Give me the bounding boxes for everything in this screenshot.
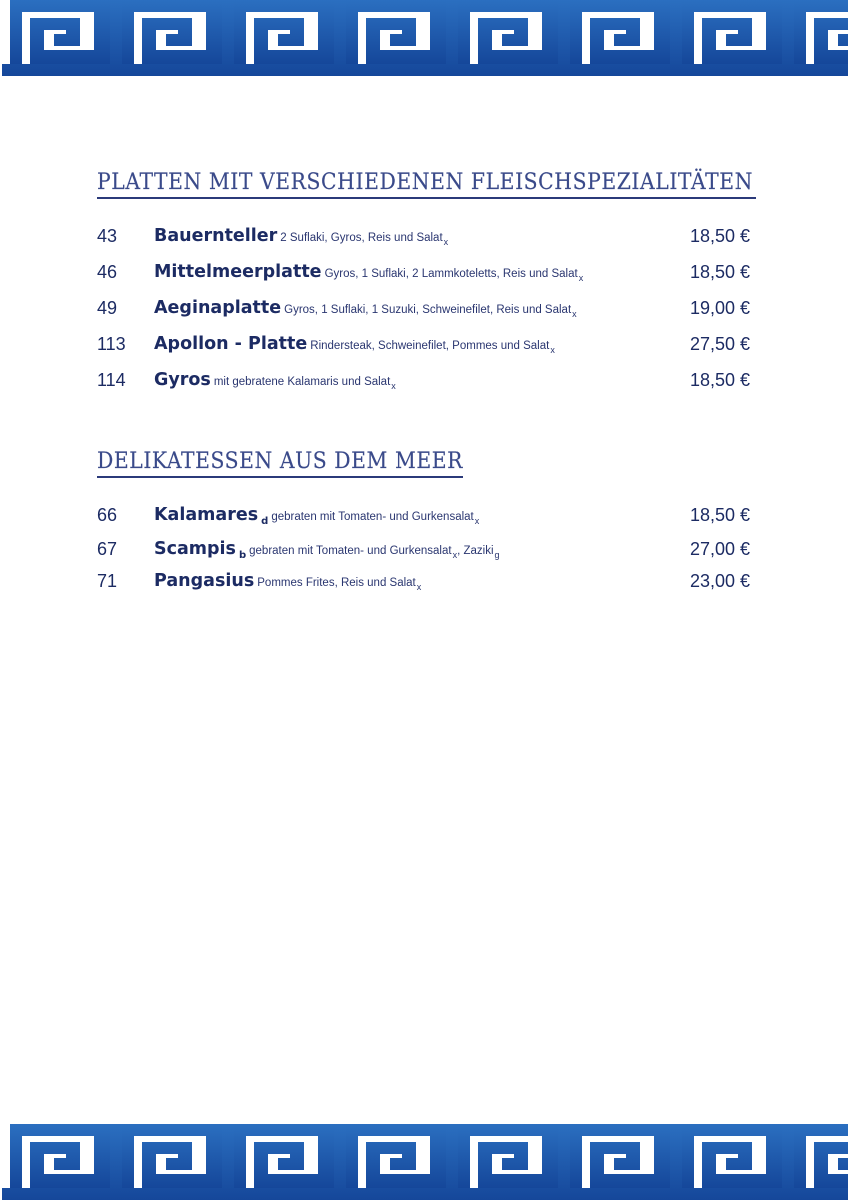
menu-item	[0, 500, 848, 530]
item-name-line	[154, 221, 448, 257]
section-title-seafood	[97, 449, 463, 478]
item-number: 114	[97, 370, 126, 390]
dish-name: Gyros	[154, 370, 211, 390]
item-price: 27,50 €	[689, 334, 750, 354]
dish-description	[257, 577, 422, 592]
item-name-line	[154, 365, 396, 401]
dish-name: Bauernteller	[154, 226, 278, 246]
menu-item	[0, 257, 848, 287]
item-price: 18,50 €	[689, 226, 750, 246]
item-price: 23,00 €	[689, 571, 750, 591]
greek-key-pattern-bottom	[0, 1124, 848, 1200]
allergen-subscript: x	[474, 516, 480, 526]
dish-name: Pangasius	[154, 571, 255, 591]
item-name-line	[154, 293, 577, 329]
dish-description	[213, 376, 396, 391]
dish-name: Kalamares	[154, 505, 259, 525]
menu-item	[0, 221, 848, 251]
dish-name: Apollon - Platte	[154, 334, 308, 354]
extra-subscript: g	[494, 550, 500, 560]
greek-key-border-bottom	[0, 1124, 848, 1200]
item-price: 27,00 €	[689, 539, 750, 559]
allergen-subscript: x	[578, 273, 584, 283]
menu-item	[0, 329, 848, 359]
description-text: Gyros, 1 Suflaki, 2 Lammkoteletts, Reis und Salat	[324, 268, 578, 280]
item-number: 67	[97, 539, 118, 559]
menu-item	[0, 293, 848, 323]
allergen-code: d	[261, 516, 269, 527]
allergen-subscript: x	[572, 309, 577, 319]
dish-description	[249, 545, 500, 560]
greek-key-border-top	[0, 0, 848, 76]
menu-item	[0, 365, 848, 395]
item-number: 113	[97, 334, 126, 354]
item-name-line	[154, 257, 583, 293]
description-text: Gyros, 1 Suflaki, 1 Suzuki, Schweinefilet, Reis und Salat	[284, 304, 572, 316]
allergen-subscript: x	[452, 550, 458, 560]
dish-description	[271, 511, 480, 526]
item-name-line	[154, 500, 479, 537]
dish-name: Mittelmeerplatte	[154, 262, 322, 282]
menu-item	[0, 566, 848, 596]
description-text: Pommes Frites, Reis und Salat	[257, 577, 416, 589]
item-name-line	[154, 566, 421, 602]
allergen-subscript: x	[550, 345, 555, 355]
dish-description	[284, 304, 577, 319]
item-price: 18,50 €	[689, 262, 750, 282]
description-text: 2 Suflaki, Gyros, Reis und Salat	[280, 232, 443, 244]
description-text: gebraten mit Tomaten- und Gurkensalat	[271, 511, 474, 523]
description-text: gebraten mit Tomaten- und Gurkensalat	[249, 545, 452, 557]
item-number: 49	[97, 298, 118, 318]
dish-name: Scampis	[154, 539, 236, 559]
item-number: 66	[97, 505, 118, 525]
allergen-code: b	[238, 550, 247, 561]
section-title-text: PLATTEN MIT VERSCHIEDENEN FLEISCHSPEZIALITÄTEN	[97, 170, 753, 195]
dish-description	[324, 268, 584, 283]
item-price: 18,50 €	[689, 370, 750, 390]
dish-name: Aeginaplatte	[154, 298, 282, 318]
dish-description	[310, 340, 555, 355]
item-number: 46	[97, 262, 118, 282]
description-text: Rindersteak, Schweinefilet, Pommes und Salat	[310, 340, 550, 352]
allergen-subscript: x	[443, 237, 449, 247]
item-price: 19,00 €	[689, 298, 750, 318]
section-title-text: DELIKATESSEN AUS DEM MEER	[97, 449, 463, 474]
menu-item	[0, 534, 848, 564]
item-number: 71	[97, 571, 118, 591]
description-text: mit gebratene Kalamaris und Salat	[213, 376, 391, 388]
item-name-line	[154, 329, 555, 365]
dish-description	[280, 232, 449, 247]
greek-key-pattern-top	[0, 0, 848, 76]
extra-text: , Zaziki	[457, 545, 494, 557]
allergen-subscript: x	[391, 381, 396, 391]
allergen-subscript: x	[416, 582, 422, 592]
section-title-meat-platters	[97, 170, 756, 199]
item-number: 43	[97, 226, 118, 246]
item-price: 18,50 €	[689, 505, 750, 525]
